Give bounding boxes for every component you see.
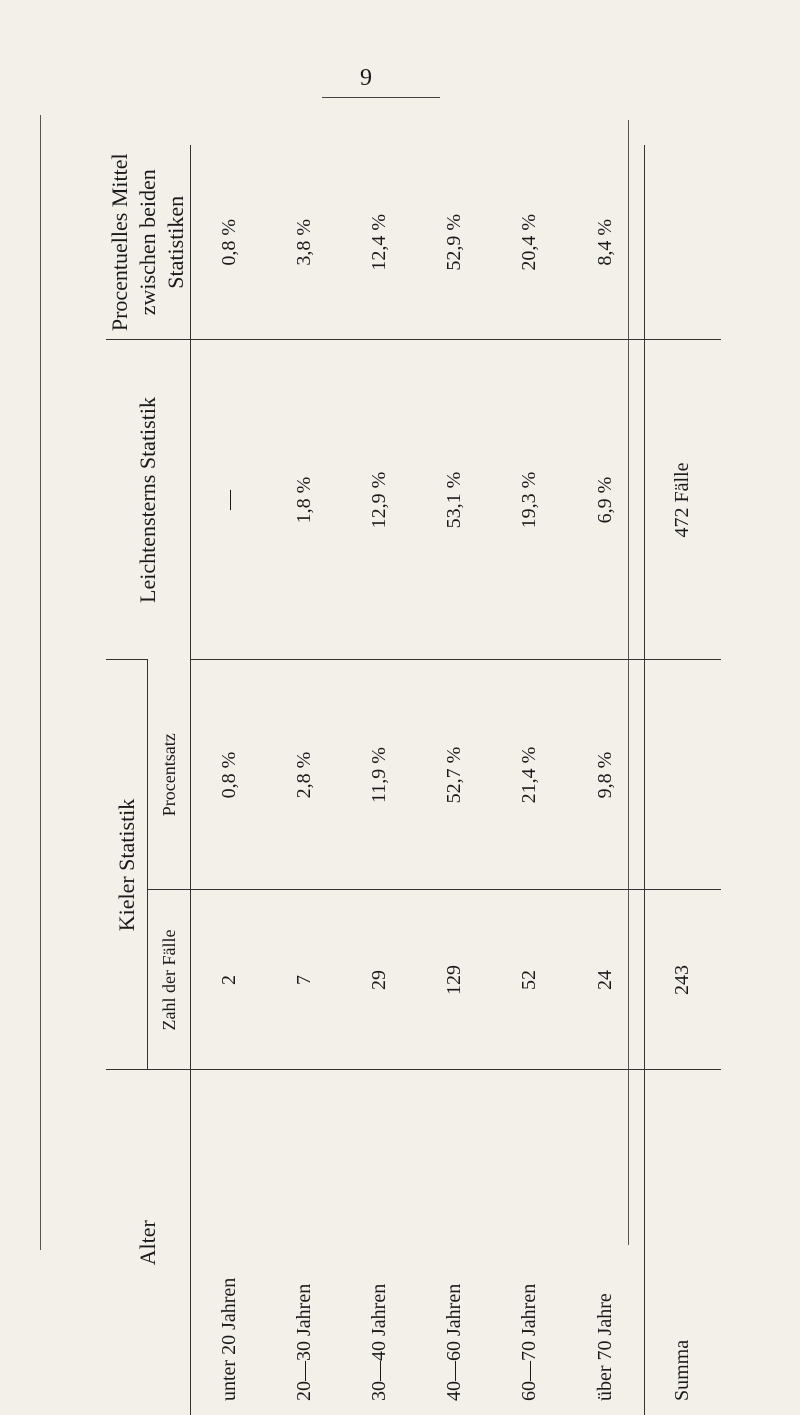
row-mittel: 20,4 % xyxy=(518,213,541,271)
row-procentsatz: 21,4 % xyxy=(492,660,567,890)
row-zahl: 52 xyxy=(492,890,567,1070)
table-row xyxy=(417,145,492,1415)
row-mittel: 52,9 % xyxy=(443,213,466,271)
row-mittel: 3,8 % xyxy=(293,218,316,266)
row-alter: 20—30 Jahren xyxy=(267,1070,342,1415)
summa-mittel-empty xyxy=(644,145,721,340)
summa-procentsatz-empty xyxy=(644,660,721,890)
header-procentsatz: Procentsatz xyxy=(148,660,191,890)
table-row xyxy=(568,145,645,1415)
table-row xyxy=(191,145,268,1415)
row-leichtenstern: 53,1 % xyxy=(417,340,492,660)
row-mittel: 12,4 % xyxy=(368,213,391,271)
row-mittel: 8,4 % xyxy=(594,218,617,266)
row-procentsatz: 11,9 % xyxy=(342,660,417,890)
row-leichtenstern: 6,9 % xyxy=(568,340,645,660)
row-leichtenstern: — xyxy=(191,340,268,660)
header-kieler-statistik: Kieler Statistik xyxy=(106,660,148,1070)
table-row xyxy=(267,145,342,1415)
summa-zahl: 243 xyxy=(644,890,721,1070)
age-statistics-table-rotated xyxy=(106,145,694,1415)
table-row xyxy=(492,145,567,1415)
row-leichtenstern: 19,3 % xyxy=(492,340,567,660)
row-alter: über 70 Jahre xyxy=(568,1070,645,1415)
table-left-border xyxy=(40,115,41,1250)
row-alter: 60—70 Jahren xyxy=(492,1070,567,1415)
page-number-rule xyxy=(322,97,440,98)
row-alter: 40—60 Jahren xyxy=(417,1070,492,1415)
header-leichtensterns-statistik: Leichtensterns Statistik xyxy=(106,340,191,660)
table-row xyxy=(342,145,417,1415)
summa-label: Summa xyxy=(644,1070,721,1415)
row-zahl: 24 xyxy=(568,890,645,1070)
row-leichtenstern: 12,9 % xyxy=(342,340,417,660)
row-zahl: 2 xyxy=(191,890,268,1070)
row-procentsatz: 0,8 % xyxy=(191,660,268,890)
summa-row xyxy=(644,145,721,1415)
age-statistics-table xyxy=(106,145,721,1415)
row-alter: unter 20 Jahren xyxy=(191,1070,268,1415)
summa-leichtenstern: 472 Fälle xyxy=(644,340,721,660)
page-number: 9 xyxy=(360,65,372,91)
row-procentsatz: 9,8 % xyxy=(568,660,645,890)
row-leichtenstern: 1,8 % xyxy=(267,340,342,660)
row-procentsatz: 2,8 % xyxy=(267,660,342,890)
header-procentuelles-mittel: Procentuelles Mittel zwischen beiden Statistiken xyxy=(106,145,191,340)
row-alter: 30—40 Jahren xyxy=(342,1070,417,1415)
row-procentsatz: 52,7 % xyxy=(417,660,492,890)
row-zahl: 29 xyxy=(342,890,417,1070)
header-alter: Alter xyxy=(106,1070,191,1415)
row-zahl: 129 xyxy=(417,890,492,1070)
row-mittel: 0,8 % xyxy=(217,218,240,266)
header-zahl-der-faelle: Zahl der Fälle xyxy=(148,890,191,1070)
row-zahl: 7 xyxy=(267,890,342,1070)
